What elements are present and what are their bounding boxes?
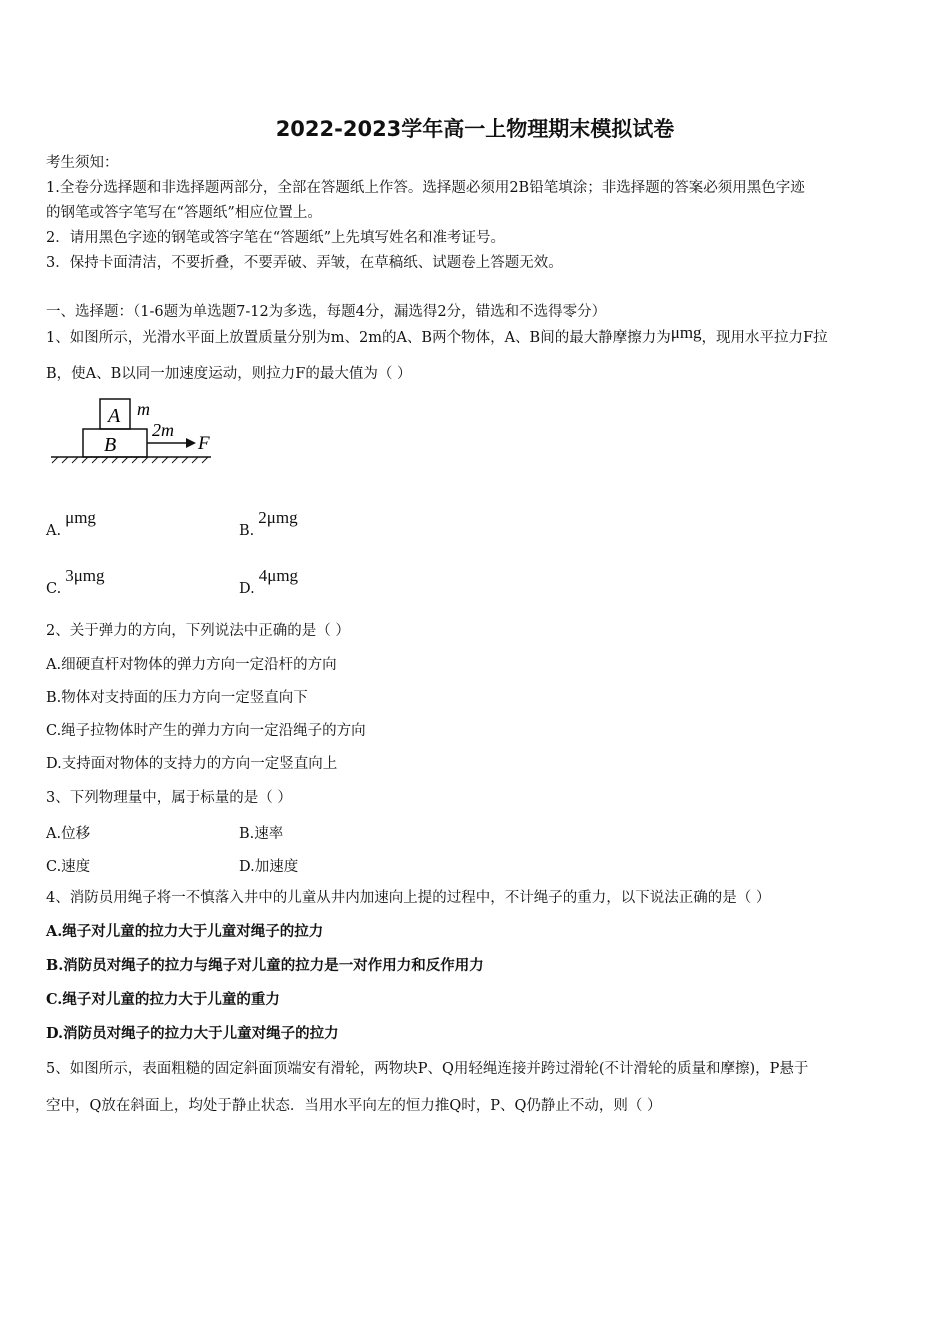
q2-option-b[interactable]: B.物体对支持面的压力方向一定竖直向下 <box>46 690 308 706</box>
q1-option-c-value: 3μmg <box>65 566 105 585</box>
q1-option-b-value: 2μmg <box>258 508 298 527</box>
label-mass-a: m <box>137 399 150 419</box>
force-arrow-head <box>186 438 196 448</box>
blocks-diagram <box>46 393 216 468</box>
q1-stem-a: 1、如图所示，光滑水平面上放置质量分别为m、2m的A、B两个物体，A、B间的最大静摩擦力为 <box>46 330 671 346</box>
q2-option-a[interactable]: A.细硬直杆对物体的弹力方向一定沿杆的方向 <box>46 657 337 673</box>
notice-line-2: 2．请用黑色字迹的钢笔或答字笔在“答题纸”上先填写姓名和准考证号。 <box>46 230 506 246</box>
q1-option-a[interactable] <box>46 508 96 540</box>
label-force: F <box>198 433 210 454</box>
q4-option-b[interactable]: B.消防员对绳子的拉力与绳子对儿童的拉力是一对作用力和反作用力 <box>46 957 484 974</box>
q1-option-a-letter: A. <box>46 523 62 539</box>
q1-option-c[interactable] <box>46 566 105 598</box>
q1-stem-b: ，现用水平拉力F拉 <box>701 330 828 346</box>
q1-figure <box>46 393 216 472</box>
q2-option-d[interactable]: D.支持面对物体的支持力的方向一定竖直向上 <box>46 756 338 772</box>
q1-option-b[interactable] <box>239 508 298 540</box>
notice-header: 考生须知： <box>46 155 119 171</box>
q2-stem: 2、关于弹力的方向，下列说法中正确的是（ ） <box>46 623 350 639</box>
q4-option-d[interactable]: D.消防员对绳子的拉力大于儿童对绳子的拉力 <box>46 1025 339 1042</box>
q4-option-a[interactable]: A.绳子对儿童的拉力大于儿童对绳子的拉力 <box>46 923 324 940</box>
q1-option-c-letter: C. <box>46 581 62 597</box>
notice-line-1a: 1.全卷分选择题和非选择题两部分，全部在答题纸上作答。选择题必须用2B铅笔填涂；非选择题的答案必须用黑色字迹 <box>46 180 805 196</box>
ground-hatching <box>52 457 208 463</box>
q1-option-a-value: μmg <box>65 508 96 527</box>
q1-option-d-value: 4μmg <box>258 566 299 585</box>
q1-option-b-letter: B. <box>239 523 255 539</box>
q2-option-c[interactable]: C.绳子拉物体时产生的弹力方向一定沿绳子的方向 <box>46 723 366 739</box>
label-a: A <box>108 405 121 427</box>
q3-option-d[interactable]: D.加速度 <box>239 859 299 875</box>
q4-stem: 4、消防员用绳子将一不慎落入井中的儿童从井内加速向上提的过程中，不计绳子的重力，以下说法正确的是（ ） <box>46 890 771 906</box>
q3-option-a[interactable]: A.位移 <box>46 826 91 842</box>
q4-option-c[interactable]: C.绳子对儿童的拉力大于儿童的重力 <box>46 991 280 1008</box>
notice-line-3: 3．保持卡面清洁，不要折叠，不要弄破、弄皱，在草稿纸、试题卷上答题无效。 <box>46 255 563 271</box>
section-heading: 一、选择题：（1-6题为单选题7-12为多选，每题4分，漏选得2分，错选和不选得零分） <box>46 304 607 320</box>
q1-mu-expression: μmg <box>670 323 702 342</box>
q3-option-c[interactable]: C.速度 <box>46 859 91 875</box>
label-mass-b: 2m <box>152 420 174 440</box>
q1-option-d[interactable] <box>239 566 299 598</box>
page-title: 2022-2023学年高一上物理期末模拟试卷 <box>275 117 675 141</box>
q3-stem: 3、下列物理量中，属于标量的是（ ） <box>46 790 292 806</box>
q1-option-d-letter: D. <box>239 581 255 597</box>
label-b: B <box>104 434 117 456</box>
q1-stem-line-1 <box>46 323 828 348</box>
q3-option-b[interactable]: B.速率 <box>239 826 284 842</box>
q1-stem-line-2: B，使A、B以同一加速度运动，则拉力F的最大值为（ ） <box>46 366 412 382</box>
q5-stem-line-2: 空中，Q放在斜面上，均处于静止状态．当用水平向左的恒力推Q时，P、Q仍静止不动，则（ ） <box>46 1098 662 1114</box>
notice-line-1b: 的钢笔或答字笔写在“答题纸”相应位置上。 <box>46 205 322 221</box>
q5-stem-line-1: 5、如图所示，表面粗糙的固定斜面顶端安有滑轮，两物块P、Q用轻绳连接并跨过滑轮(不计滑轮的质量和摩擦)，P悬于 <box>46 1061 809 1077</box>
